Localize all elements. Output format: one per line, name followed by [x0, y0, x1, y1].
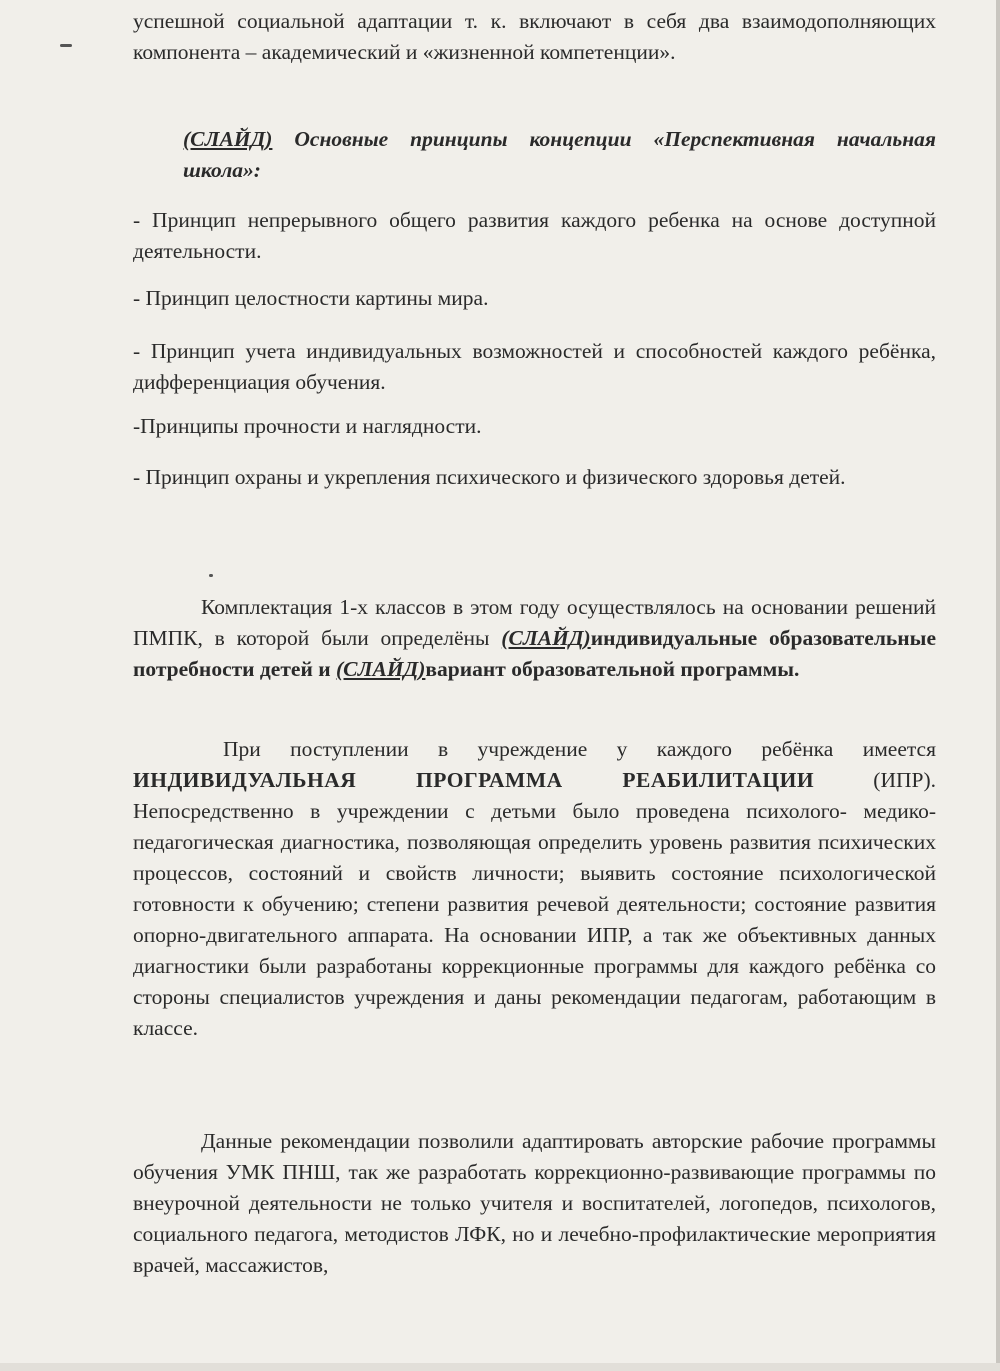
scan-speck [209, 574, 213, 577]
slide-marker: (СЛАЙД) [183, 127, 273, 151]
text-run-caps: ИНДИВИДУАЛЬНАЯ ПРОГРАММА РЕАБИЛИТАЦИИ [133, 768, 815, 792]
paragraph-ipr [133, 734, 936, 1044]
principle-2: - Принцип целостности картины мира. [133, 286, 489, 310]
slide-marker: (СЛАЙД) [335, 657, 426, 681]
text-run: При поступлении в учреждение у каждого ребёнка имеется [223, 737, 936, 761]
scan-speck [60, 44, 72, 47]
text-run-bold: вариант образовательной программы. [425, 657, 800, 681]
principle-3: - Принцип учета индивидуальных возможностей и способностей каждого ребёнка, дифференциация обучения. [133, 339, 936, 394]
paragraph-kompletaciya [133, 592, 936, 685]
paragraph-intro: успешной социальной адаптации т. к. включают в себя два взаимодополняющих компонента – академический и «жизненной компетенции». [133, 9, 936, 64]
paragraph-recommendations: Данные рекомендации позволили адаптировать авторские рабочие программы обучения УМК ПНШ, так же разработать коррекционно-развивающие программы по внеурочной деятельности не только учителя и воспитателей, логопедов, психологов, социального педагога, методистов ЛФК, но и лечебно-профилактические мероприятия врачей, массажистов, [133, 1129, 936, 1277]
slide-marker: (СЛАЙД) [501, 626, 591, 650]
text-run: Комплектация 1-х классов в этом году осуществлялось на основании решений ПМПК, в которой были определёны [133, 595, 936, 650]
text-run: (ИПР). Непосредственно в учреждении с детьми было проведена психолого- медико-педагогическая диагностика, позволяющая определить уровень развития психических процессов, состояний и свойств личности; выявить состояние психологической готовности к обучению; степени развития речевой деятельности; состояние развития опорно-двигательного аппарата. На основании ИПР, а так же объективных данных диагностики были разработаны коррекционные программы для каждого ребёнка со стороны специалистов учреждения и даны рекомендации педагогам, работающим в классе. [133, 768, 936, 1040]
heading-text: Основные принципы концепции «Перспективная начальная школа»: [183, 127, 936, 182]
slide-heading [183, 124, 936, 186]
principle-1: - Принцип непрерывного общего развития каждого ребенка на основе доступной деятельности. [133, 208, 936, 263]
principle-5: - Принцип охраны и укрепления психического и физического здоровья детей. [133, 465, 846, 489]
scan-edge-bottom [0, 1363, 1000, 1371]
text-run-bold: индивидуальные образовательные потребности детей и [133, 626, 936, 681]
principle-4: -Принципы прочности и наглядности. [133, 414, 482, 438]
scan-edge-right [996, 0, 1000, 1371]
